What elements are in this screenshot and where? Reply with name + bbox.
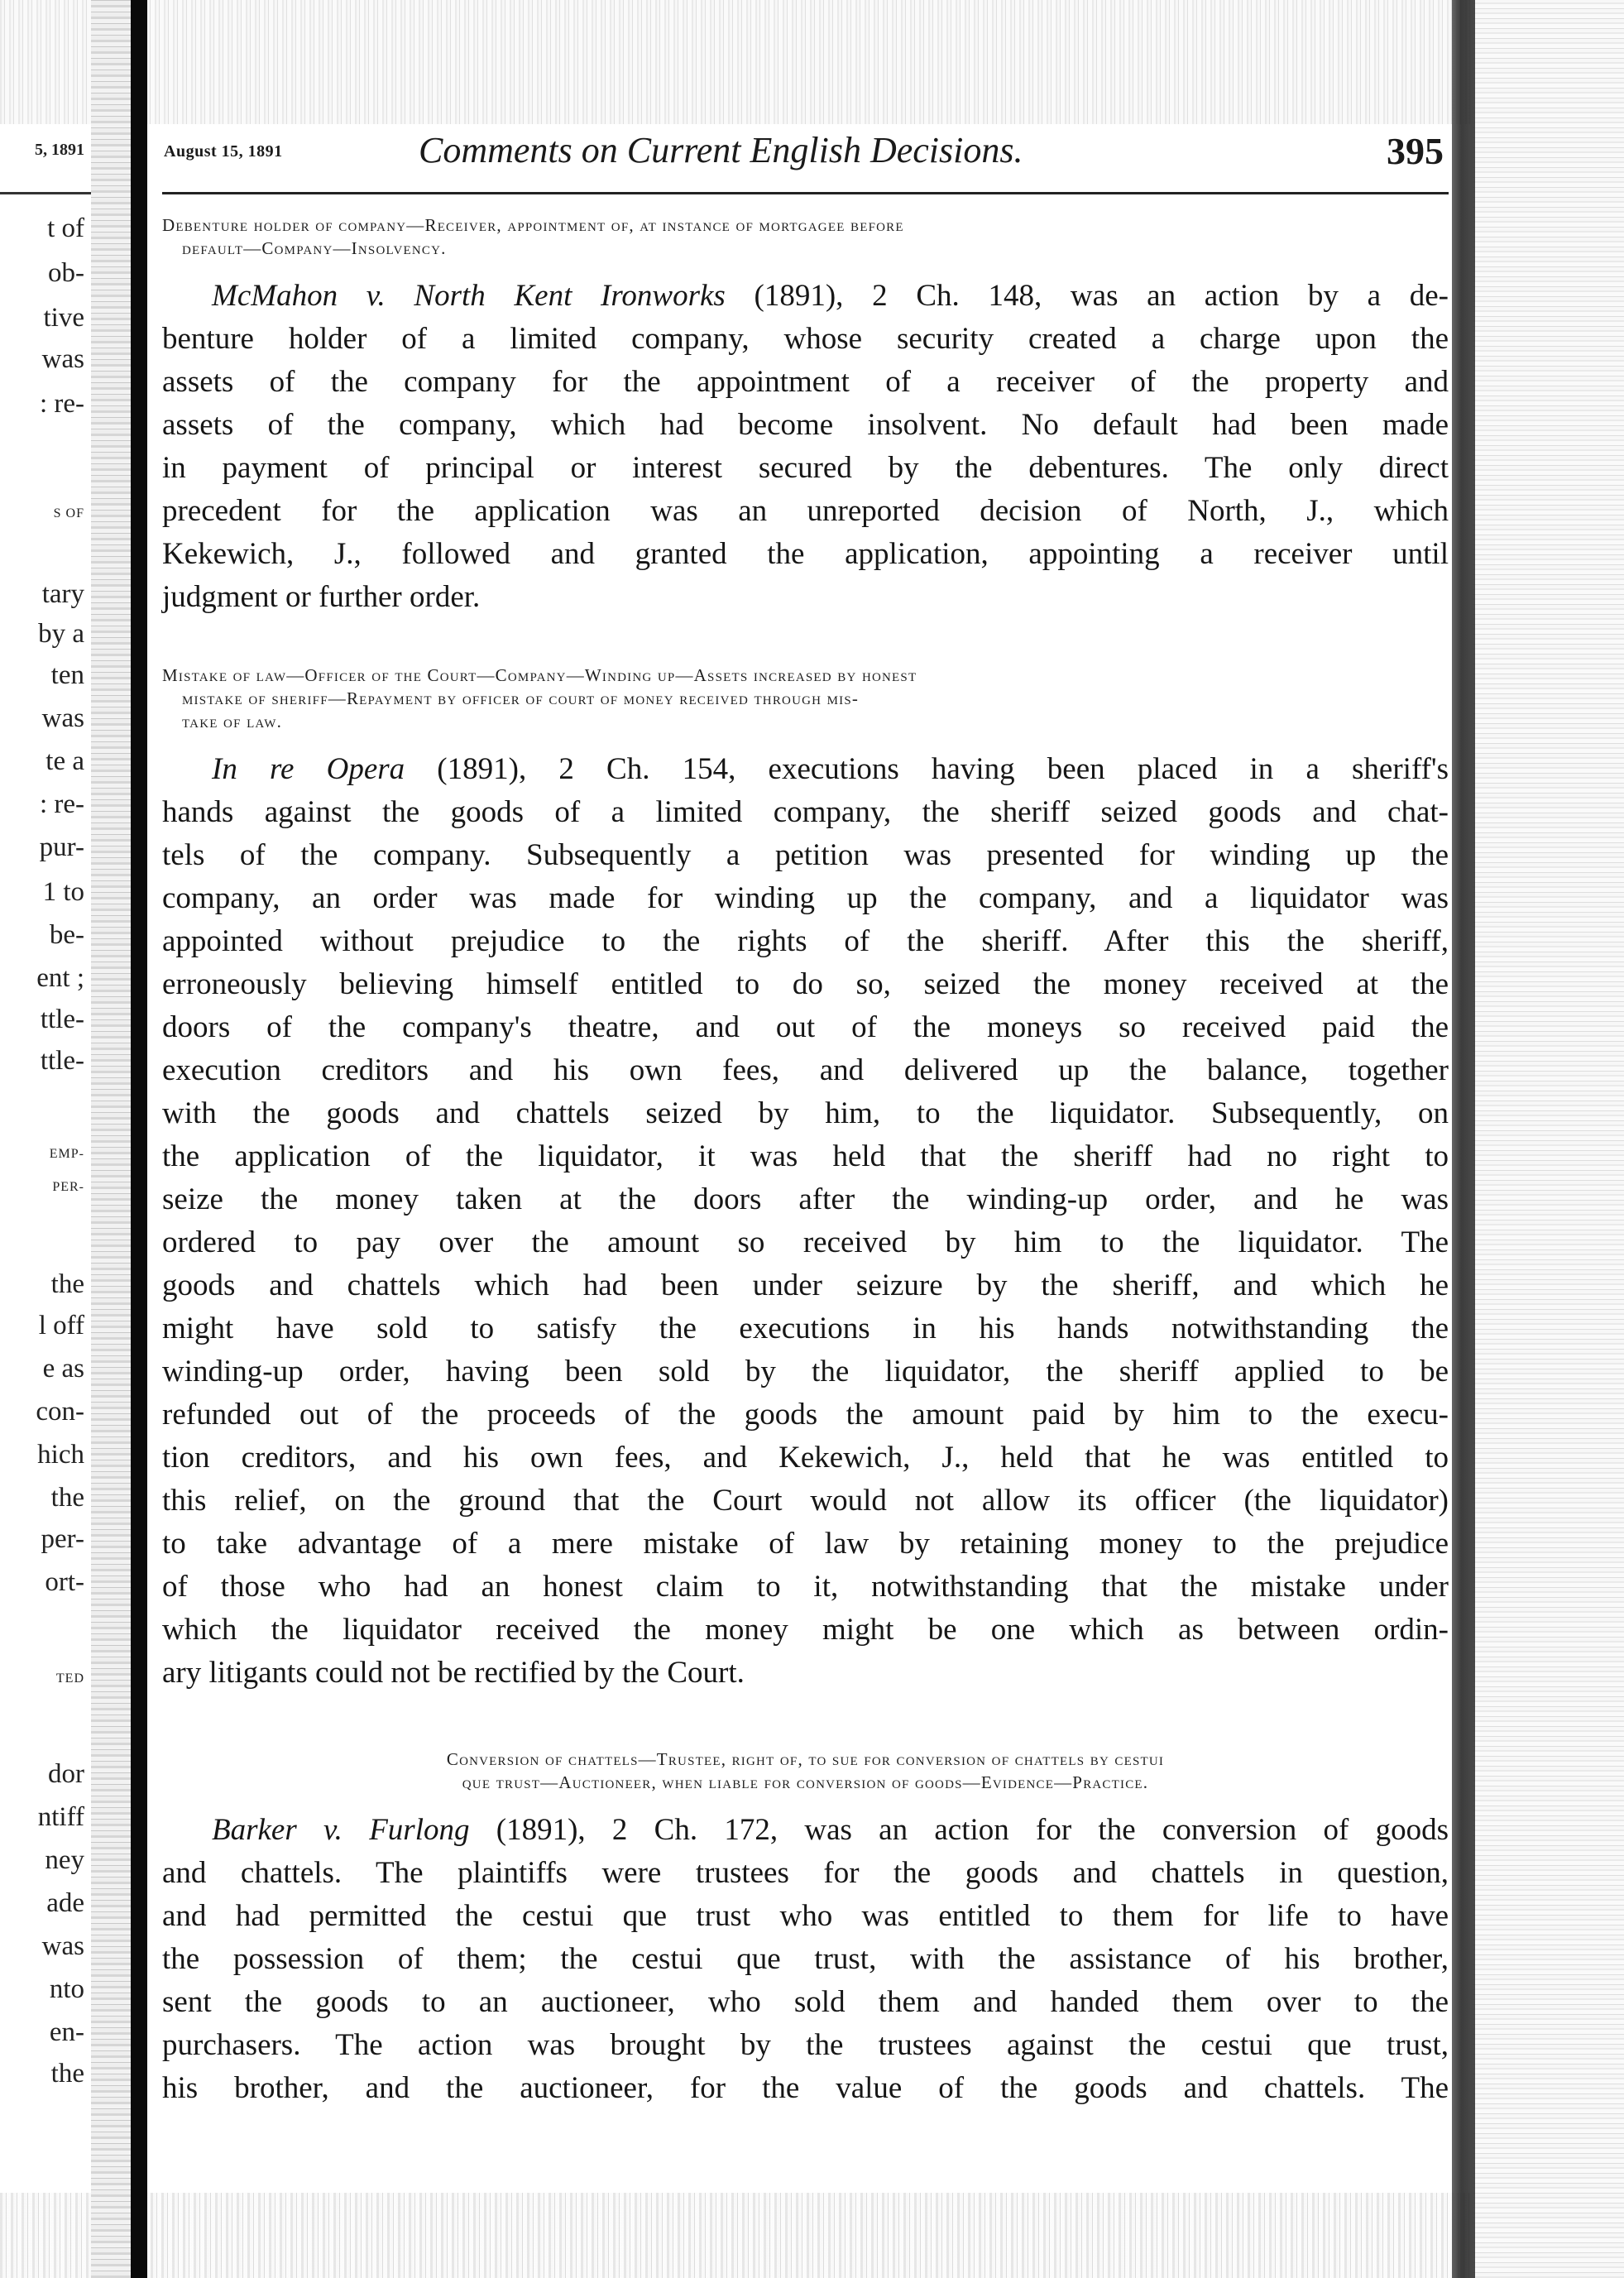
- body-line: and chattels. The plaintiffs were trustees for the goods and chattels in question,: [162, 1856, 1449, 1890]
- left-fragment-line: ade: [46, 1888, 84, 1918]
- body-line: refunded out of the proceeds of the goods the amount paid by him to the execu-: [162, 1398, 1449, 1432]
- left-fragment-line: 1 to: [42, 877, 84, 907]
- body-line: [162, 748, 1449, 791]
- header-rule: [162, 192, 1449, 194]
- page: [162, 124, 1449, 2193]
- body-line: and had permitted the cestui que trust who was entitled to them for life to have: [162, 1899, 1449, 1933]
- body-line: doors of the company's theatre, and out of the moneys so received paid the: [162, 1010, 1449, 1044]
- left-fragment-line: the: [50, 1483, 84, 1513]
- left-fragment-line: by a: [38, 619, 84, 649]
- body-line: the possession of them; the cestui que trust, with the assistance of his brother,: [162, 1942, 1449, 1976]
- left-fragment-line: was: [41, 1931, 84, 1961]
- body-line: to take advantage of a mere mistake of law by retaining money to the prejudice: [162, 1527, 1449, 1561]
- page-edge-right: [1452, 0, 1475, 2278]
- left-fragment-line: l off: [38, 1311, 84, 1340]
- left-fragment-line: ney: [45, 1845, 84, 1875]
- left-fragment-line: S OF: [53, 506, 84, 520]
- scan-noise-bottom: [0, 2193, 1624, 2278]
- body-line: precedent for the application was an unreported decision of North, J., which: [162, 494, 1449, 528]
- left-fragment-line: the: [50, 2059, 84, 2089]
- headnote-line: take of law.: [182, 712, 283, 731]
- page-number: 395: [1387, 130, 1444, 172]
- body-line: appointed without prejudice to the rights of the sheriff. After this the sheriff,: [162, 924, 1449, 958]
- left-fragment-line: per-: [41, 1524, 84, 1554]
- left-fragment-line: t of: [47, 213, 84, 243]
- case-name: Barker v. Furlong: [212, 1813, 470, 1847]
- body-line: seize the money taken at the doors after the winding-up order, and he was: [162, 1182, 1449, 1216]
- body-line: benture holder of a limited company, whose security created a charge upon the: [162, 322, 1449, 356]
- scan-noise-right: [1473, 0, 1624, 2278]
- left-fragment-line: en-: [49, 2017, 84, 2047]
- case-body: [162, 1809, 1449, 2110]
- body-line: the application of the liquidator, it was held that the sheriff had no right to: [162, 1139, 1449, 1173]
- case-section-barker: [162, 1748, 1449, 2110]
- left-fragment-line: con-: [36, 1397, 84, 1427]
- body-line: execution creditors and his own fees, and delivered up the balance, together: [162, 1053, 1449, 1087]
- left-fragment-line: ort-: [45, 1567, 84, 1597]
- body-line: judgment or further order.: [162, 580, 481, 614]
- body-line: [162, 275, 1449, 318]
- case-name: McMahon v. North Kent Ironworks: [212, 279, 726, 313]
- headnote: [162, 1748, 1449, 1794]
- left-fragment-line: EMP-: [49, 1147, 84, 1161]
- headnote-line: Mistake of law—Officer of the Court—Company—Winding up—Assets increased by honest: [162, 665, 917, 685]
- body-line: in payment of principal or interest secured by the debentures. The only direct: [162, 451, 1449, 485]
- body-line: of those who had an honest claim to it, notwithstanding that the mistake under: [162, 1570, 1449, 1604]
- body-line: assets of the company, which had become insolvent. No default had been made: [162, 408, 1449, 442]
- body-line: ordered to pay over the amount so received by him to the liquidator. The: [162, 1225, 1449, 1259]
- body-text-run: (1891), 2 Ch. 148, was an action by a de-: [725, 279, 1449, 313]
- left-fragment-line: tary: [41, 579, 84, 609]
- left-fragment-line: ten: [50, 660, 84, 690]
- body-line: his brother, and the auctioneer, for the value of the goods and chattels. The: [162, 2071, 1449, 2105]
- body-line: might have sold to satisfy the executions in his hands notwithstanding the: [162, 1312, 1449, 1345]
- body-line: erroneously believing himself entitled to do so, seized the money received at the: [162, 967, 1449, 1001]
- body-line: hands against the goods of a limited company, the sheriff seized goods and chat-: [162, 795, 1449, 829]
- left-fragment-line: dor: [48, 1759, 84, 1789]
- body-line: [162, 1809, 1449, 1852]
- left-fragment-line: e as: [42, 1354, 84, 1384]
- headnote-line: Conversion of chattels—Trustee, right of, to sue for conversion of chattels by cestui: [446, 1749, 1165, 1769]
- case-section-mcmahon: [162, 213, 1449, 619]
- headnote-line: que trust—Auctioneer, when liable for conversion of goods—Evidence—Practice.: [462, 1772, 1149, 1792]
- headnote-line: mistake of sheriff—Repayment by officer of court of money received through mis-: [182, 688, 860, 708]
- left-fragment-line: hich: [37, 1440, 84, 1470]
- body-line: company, an order was made for winding up the company, and a liquidator was: [162, 881, 1449, 915]
- header-date: August 15, 1891: [164, 142, 283, 161]
- left-fragment-line: ob-: [48, 258, 84, 288]
- body-line: tels of the company. Subsequently a petition was presented for winding up the: [162, 838, 1449, 872]
- left-fragment-line: : re-: [39, 789, 84, 819]
- headnote: [162, 213, 1449, 260]
- body-text-run: (1891), 2 Ch. 154, executions having been placed in a sheriff's: [405, 752, 1449, 786]
- left-fragment-rule: [0, 192, 91, 194]
- case-name: In re Opera: [212, 752, 405, 786]
- body-line: tion creditors, and his own fees, and Kekewich, J., held that he was entitled to: [162, 1441, 1449, 1475]
- left-fragment-line: ttle-: [40, 1046, 84, 1076]
- left-fragment-line: TED: [55, 1671, 84, 1686]
- body-line: Kekewich, J., followed and granted the application, appointing a receiver until: [162, 537, 1449, 571]
- left-fragment-line: the: [50, 1269, 84, 1299]
- headnote-line: default—Company—Insolvency.: [182, 238, 447, 258]
- left-fragment-line: nto: [49, 1974, 84, 2004]
- header-title: Comments on Current English Decisions.: [419, 130, 1023, 170]
- body-line: which the liquidator received the money might be one which as between ordin-: [162, 1613, 1449, 1647]
- book-spine: [131, 0, 147, 2278]
- body-line: assets of the company for the appointment of a receiver of the property and: [162, 365, 1449, 399]
- left-fragment-line: was: [41, 703, 84, 733]
- left-fragment-line: ent ;: [36, 963, 84, 993]
- body-line: sent the goods to an auctioneer, who sold them and handed them over to the: [162, 1985, 1449, 2019]
- left-fragment-line: be-: [49, 920, 84, 950]
- left-fragment-line: : re-: [39, 389, 84, 419]
- body-line: this relief, on the ground that the Court would not allow its officer (the liquidator): [162, 1484, 1449, 1518]
- scan-noise-top: [0, 0, 1624, 124]
- body-line: ary litigants could not be rectified by the Court.: [162, 1656, 745, 1690]
- left-fragment-line: pur-: [39, 832, 84, 862]
- body-text-run: (1891), 2 Ch. 172, was an action for the conversion of goods: [469, 1813, 1449, 1847]
- case-body: [162, 275, 1449, 619]
- left-fragment-line: ttle-: [40, 1005, 84, 1034]
- headnote: [162, 664, 1449, 733]
- left-page-fragment: [0, 0, 91, 2278]
- body-line: with the goods and chattels seized by him, to the liquidator. Subsequently, on: [162, 1096, 1449, 1130]
- running-header: [162, 124, 1449, 190]
- left-fragment-line: tive: [43, 303, 84, 333]
- case-section-opera: [162, 664, 1449, 1695]
- headnote-line: Debenture holder of company—Receiver, appointment of, at instance of mortgagee before: [162, 215, 904, 235]
- left-fragment-line: te a: [46, 746, 84, 776]
- gutter-band: [91, 0, 131, 2278]
- left-fragment-date: 5, 1891: [35, 141, 84, 159]
- case-body: [162, 748, 1449, 1695]
- left-fragment-line: ntiff: [37, 1802, 84, 1832]
- left-fragment-line: was: [41, 344, 84, 374]
- left-fragment-line: PER-: [52, 1180, 84, 1194]
- body-line: winding-up order, having been sold by the liquidator, the sheriff applied to be: [162, 1355, 1449, 1388]
- body-line: goods and chattels which had been under seizure by the sheriff, and which he: [162, 1268, 1449, 1302]
- body-line: purchasers. The action was brought by the trustees against the cestui que trust,: [162, 2028, 1449, 2062]
